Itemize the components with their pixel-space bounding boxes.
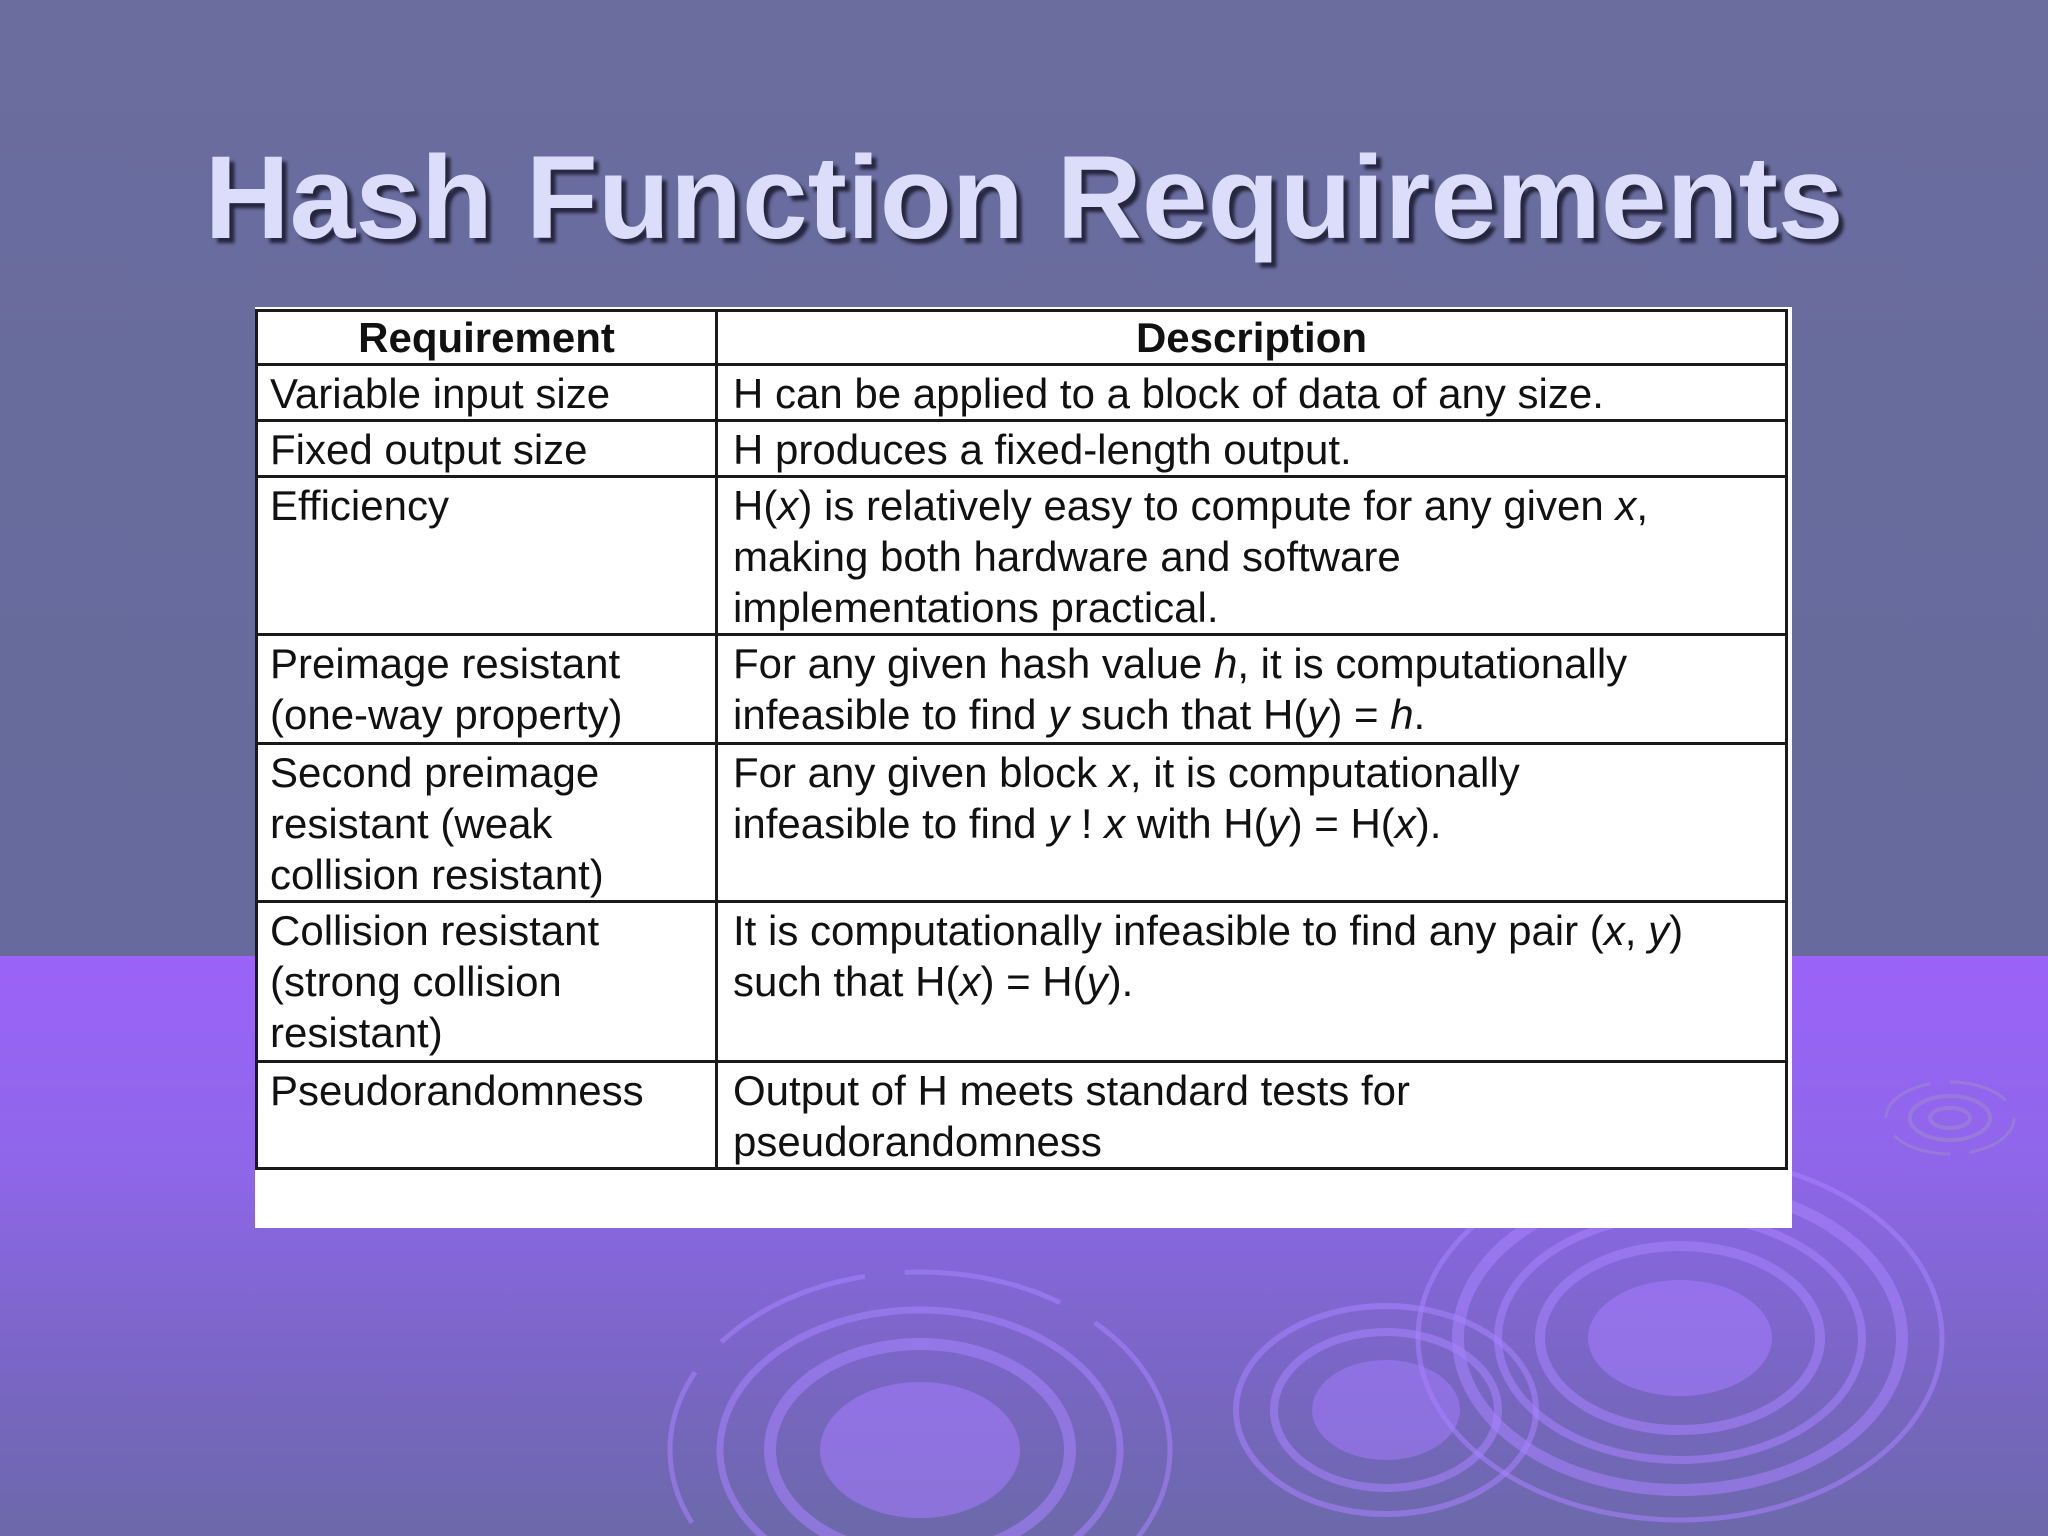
description-text: , it is computationally <box>1237 640 1628 687</box>
description-text: ) = <box>1328 691 1391 738</box>
table-row <box>257 477 1787 635</box>
requirement-cell <box>257 365 717 421</box>
description-text: pseudorandomness <box>733 1118 1102 1165</box>
description-text: ) = H( <box>1288 800 1395 847</box>
requirement-line: Efficiency <box>270 482 449 529</box>
requirement-cell <box>257 635 717 744</box>
description-text: with H( <box>1125 800 1268 847</box>
table-row <box>257 365 1787 421</box>
math-variable: h <box>1390 691 1414 738</box>
requirement-line: resistant (weak <box>270 800 553 847</box>
description-text: . <box>1413 691 1426 738</box>
description-line <box>733 956 1773 1007</box>
math-variable: y <box>1648 907 1670 954</box>
description-text: H produces a fixed-length output. <box>733 426 1352 473</box>
description-text: It is computationally infeasible to find any pair ( <box>733 907 1604 954</box>
math-variable: x <box>777 482 799 529</box>
math-variable: x <box>1108 749 1130 796</box>
description-line <box>733 1116 1773 1167</box>
requirement-line: collision resistant) <box>270 851 604 898</box>
math-variable: y <box>1086 958 1108 1005</box>
description-text: For any given hash value <box>733 640 1214 687</box>
math-variable: x <box>1603 907 1625 954</box>
description-text: ) <box>1669 907 1684 954</box>
description-text: H can be applied to a block of data of any size. <box>733 370 1604 417</box>
table-row <box>257 635 1787 744</box>
requirement-line: Second preimage <box>270 749 600 796</box>
description-line <box>733 638 1773 689</box>
description-text: implementations practical. <box>733 584 1219 631</box>
description-text: such that H( <box>733 958 960 1005</box>
requirement-line: Preimage resistant <box>270 640 621 687</box>
requirement-cell <box>257 902 717 1062</box>
math-variable: y <box>1048 800 1070 847</box>
requirement-line: Variable input size <box>270 370 611 417</box>
description-line <box>733 689 1773 740</box>
description-line <box>733 531 1773 582</box>
requirement-line: Fixed output size <box>270 426 588 473</box>
requirement-line: Collision resistant <box>270 907 600 954</box>
description-text: , it is computationally <box>1129 749 1520 796</box>
description-text: ). <box>1415 800 1442 847</box>
description-text: ) = H( <box>980 958 1087 1005</box>
description-text: H( <box>733 482 778 529</box>
description-cell <box>717 744 1787 902</box>
description-cell <box>717 1062 1787 1169</box>
requirements-table-panel <box>255 307 1792 1228</box>
math-variable: y <box>1307 691 1329 738</box>
description-text: ! <box>1069 800 1105 847</box>
description-line <box>733 905 1773 956</box>
math-variable: x <box>1394 800 1416 847</box>
requirement-line: Pseudorandomness <box>270 1067 644 1114</box>
math-variable: y <box>1048 691 1070 738</box>
requirement-cell <box>257 421 717 477</box>
table-row <box>257 421 1787 477</box>
requirement-line: (one-way property) <box>270 691 623 738</box>
description-text: For any given block <box>733 749 1109 796</box>
description-text: infeasible to find <box>733 800 1049 847</box>
description-text: making both hardware and software <box>733 533 1401 580</box>
table-row <box>257 902 1787 1062</box>
description-cell <box>717 635 1787 744</box>
requirement-cell <box>257 744 717 902</box>
math-variable: h <box>1213 640 1238 687</box>
description-text: , <box>1636 482 1649 529</box>
description-text: Output of H meets standard tests for <box>733 1067 1410 1114</box>
description-line <box>733 480 1773 531</box>
description-text: infeasible to find <box>733 691 1049 738</box>
description-line <box>733 1065 1773 1116</box>
requirement-line: (strong collision <box>270 958 562 1005</box>
requirements-table <box>255 309 1788 1170</box>
table-body <box>257 365 1787 1169</box>
description-cell <box>717 365 1787 421</box>
requirement-cell <box>257 1062 717 1169</box>
description-text: ). <box>1107 958 1134 1005</box>
math-variable: x <box>1104 800 1126 847</box>
description-line <box>733 582 1773 633</box>
header-requirement: Requirement <box>257 311 717 365</box>
math-variable: x <box>1615 482 1637 529</box>
description-text: , <box>1624 907 1649 954</box>
description-text: such that H( <box>1069 691 1308 738</box>
description-cell <box>717 902 1787 1062</box>
table-row <box>257 744 1787 902</box>
header-description: Description <box>717 311 1787 365</box>
description-line <box>733 368 1773 419</box>
requirement-line: resistant) <box>270 1009 443 1056</box>
math-variable: x <box>959 958 981 1005</box>
requirement-cell <box>257 477 717 635</box>
slide-title: Hash Function Requirements <box>204 132 1844 264</box>
description-line <box>733 424 1773 475</box>
math-variable: y <box>1267 800 1289 847</box>
description-cell <box>717 477 1787 635</box>
table-header-row <box>257 311 1787 365</box>
description-line <box>733 747 1773 798</box>
description-line <box>733 798 1773 849</box>
description-cell <box>717 421 1787 477</box>
table-row <box>257 1062 1787 1169</box>
description-text: ) is relatively easy to compute for any given <box>798 482 1616 529</box>
